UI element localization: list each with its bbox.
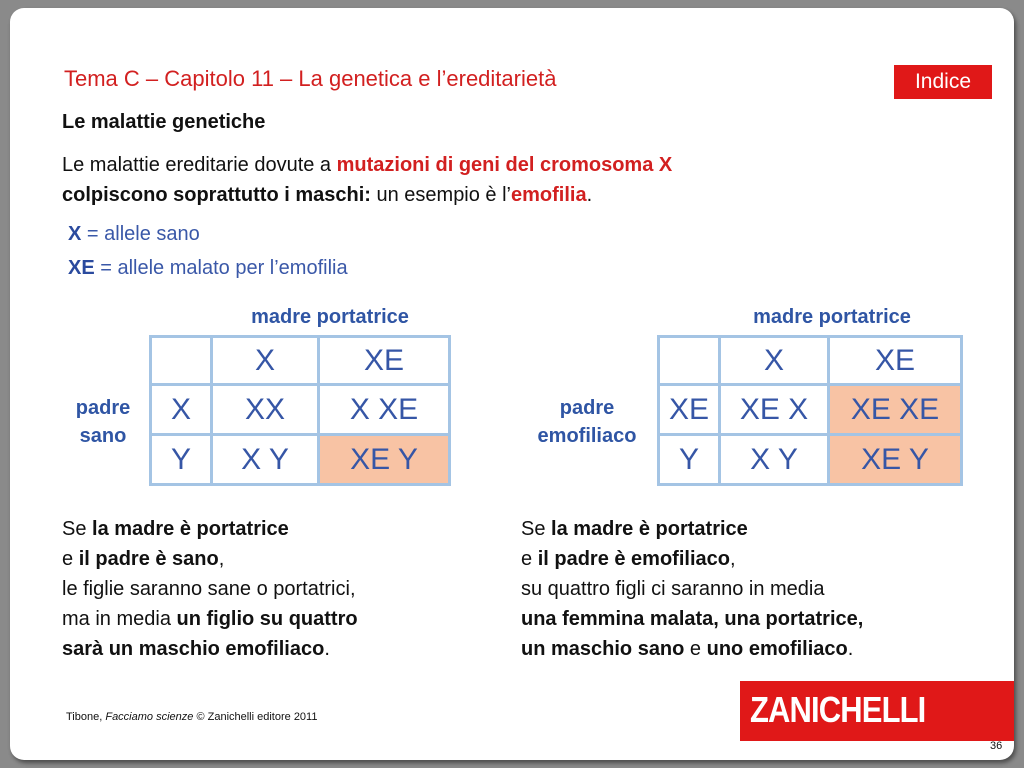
intro-paragraph: [62, 150, 922, 210]
punnett-header-cell: Y: [151, 435, 212, 485]
intro-text: .: [586, 184, 593, 206]
right-explanation: [521, 514, 863, 664]
text-run: e: [521, 548, 538, 570]
text-run: .: [847, 638, 854, 660]
text-run-bold: uno emofiliaco: [706, 638, 848, 660]
right-row-title-line1: padre: [559, 397, 615, 419]
legend-text: = allele sano: [81, 223, 200, 245]
punnett-cell: XE X: [720, 385, 829, 435]
text-run: e: [62, 548, 79, 570]
punnett-cell: X Y: [212, 435, 319, 485]
text-run: ,: [729, 548, 736, 570]
legend-item: [68, 223, 200, 246]
text-run-bold: sarà un maschio emofiliaco: [62, 638, 325, 660]
right-column-title: madre portatrice: [753, 306, 911, 328]
text-run: ma in media: [62, 608, 177, 630]
left-row-title-line1: padre: [75, 397, 131, 419]
text-run: le figlie saranno sane o portatrici,: [62, 578, 356, 600]
right-punnett-square: [657, 335, 963, 486]
punnett-cell: X Y: [720, 435, 829, 485]
legend-symbol: XE: [68, 257, 95, 279]
punnett-cell-highlighted: XE XE: [829, 385, 962, 435]
text-run-bold: il padre è emofiliaco: [537, 548, 730, 570]
intro-highlight: emofilia: [511, 184, 587, 206]
slide: [10, 8, 1014, 760]
footer-book-title: Facciamo scienze: [105, 711, 194, 723]
text-run: ,: [218, 548, 225, 570]
footer-credit: [66, 711, 317, 723]
legend-text: = allele malato per l’emofilia: [94, 257, 348, 279]
intro-bold: colpiscono soprattutto i maschi:: [62, 184, 371, 206]
punnett-header-cell: XE: [319, 337, 450, 385]
intro-text: Le malattie ereditarie dovute a: [62, 154, 337, 176]
left-row-title: [58, 394, 148, 450]
footer-copyright: © Zanichelli editore 2011: [193, 711, 318, 723]
footer-author: Tibone,: [66, 711, 106, 723]
punnett-header-cell: X: [212, 337, 319, 385]
left-explanation: [62, 514, 358, 664]
text-run-bold: un figlio su quattro: [176, 608, 358, 630]
text-run: Se: [62, 518, 93, 540]
punnett-header-cell: X: [151, 385, 212, 435]
legend-item: [68, 257, 348, 280]
punnett-corner-cell: [659, 337, 720, 385]
text-run-bold: una femmina malata, una portatrice,: [521, 608, 864, 630]
punnett-cell-highlighted: XE Y: [319, 435, 450, 485]
punnett-header-cell: Y: [659, 435, 720, 485]
text-run: Se: [521, 518, 552, 540]
text-run: e: [684, 638, 707, 660]
right-row-title-line2: emofiliaco: [537, 425, 637, 447]
punnett-header-cell: XE: [829, 337, 962, 385]
publisher-logo-text: ZANICHELLI: [750, 689, 926, 730]
punnett-corner-cell: [151, 337, 212, 385]
punnett-cell-highlighted: XE Y: [829, 435, 962, 485]
text-run-bold: la madre è portatrice: [92, 518, 289, 540]
section-title: Le malattie genetiche: [62, 111, 266, 133]
text-run: su quattro figli ci saranno in media: [521, 578, 825, 600]
intro-highlight: mutazioni di geni del cromosoma X: [336, 154, 673, 176]
page-number: 36: [990, 740, 1003, 752]
text-run-bold: un maschio sano: [521, 638, 685, 660]
punnett-cell: X XE: [319, 385, 450, 435]
text-run-bold: la madre è portatrice: [551, 518, 748, 540]
left-punnett-square: [149, 335, 451, 486]
left-row-title-line2: sano: [79, 425, 127, 447]
left-column-title: madre portatrice: [251, 306, 409, 328]
punnett-header-cell: X: [720, 337, 829, 385]
legend-symbol: X: [68, 223, 82, 245]
punnett-header-cell: XE: [659, 385, 720, 435]
text-run: .: [324, 638, 330, 660]
intro-text: un esempio è l’: [370, 184, 511, 206]
page-title: Tema C – Capitolo 11 – La genetica e l’ereditarietà: [64, 66, 557, 91]
index-button[interactable]: Indice: [894, 65, 992, 99]
right-row-title: [522, 394, 652, 450]
text-run-bold: il padre è sano: [78, 548, 219, 570]
punnett-cell: XX: [212, 385, 319, 435]
